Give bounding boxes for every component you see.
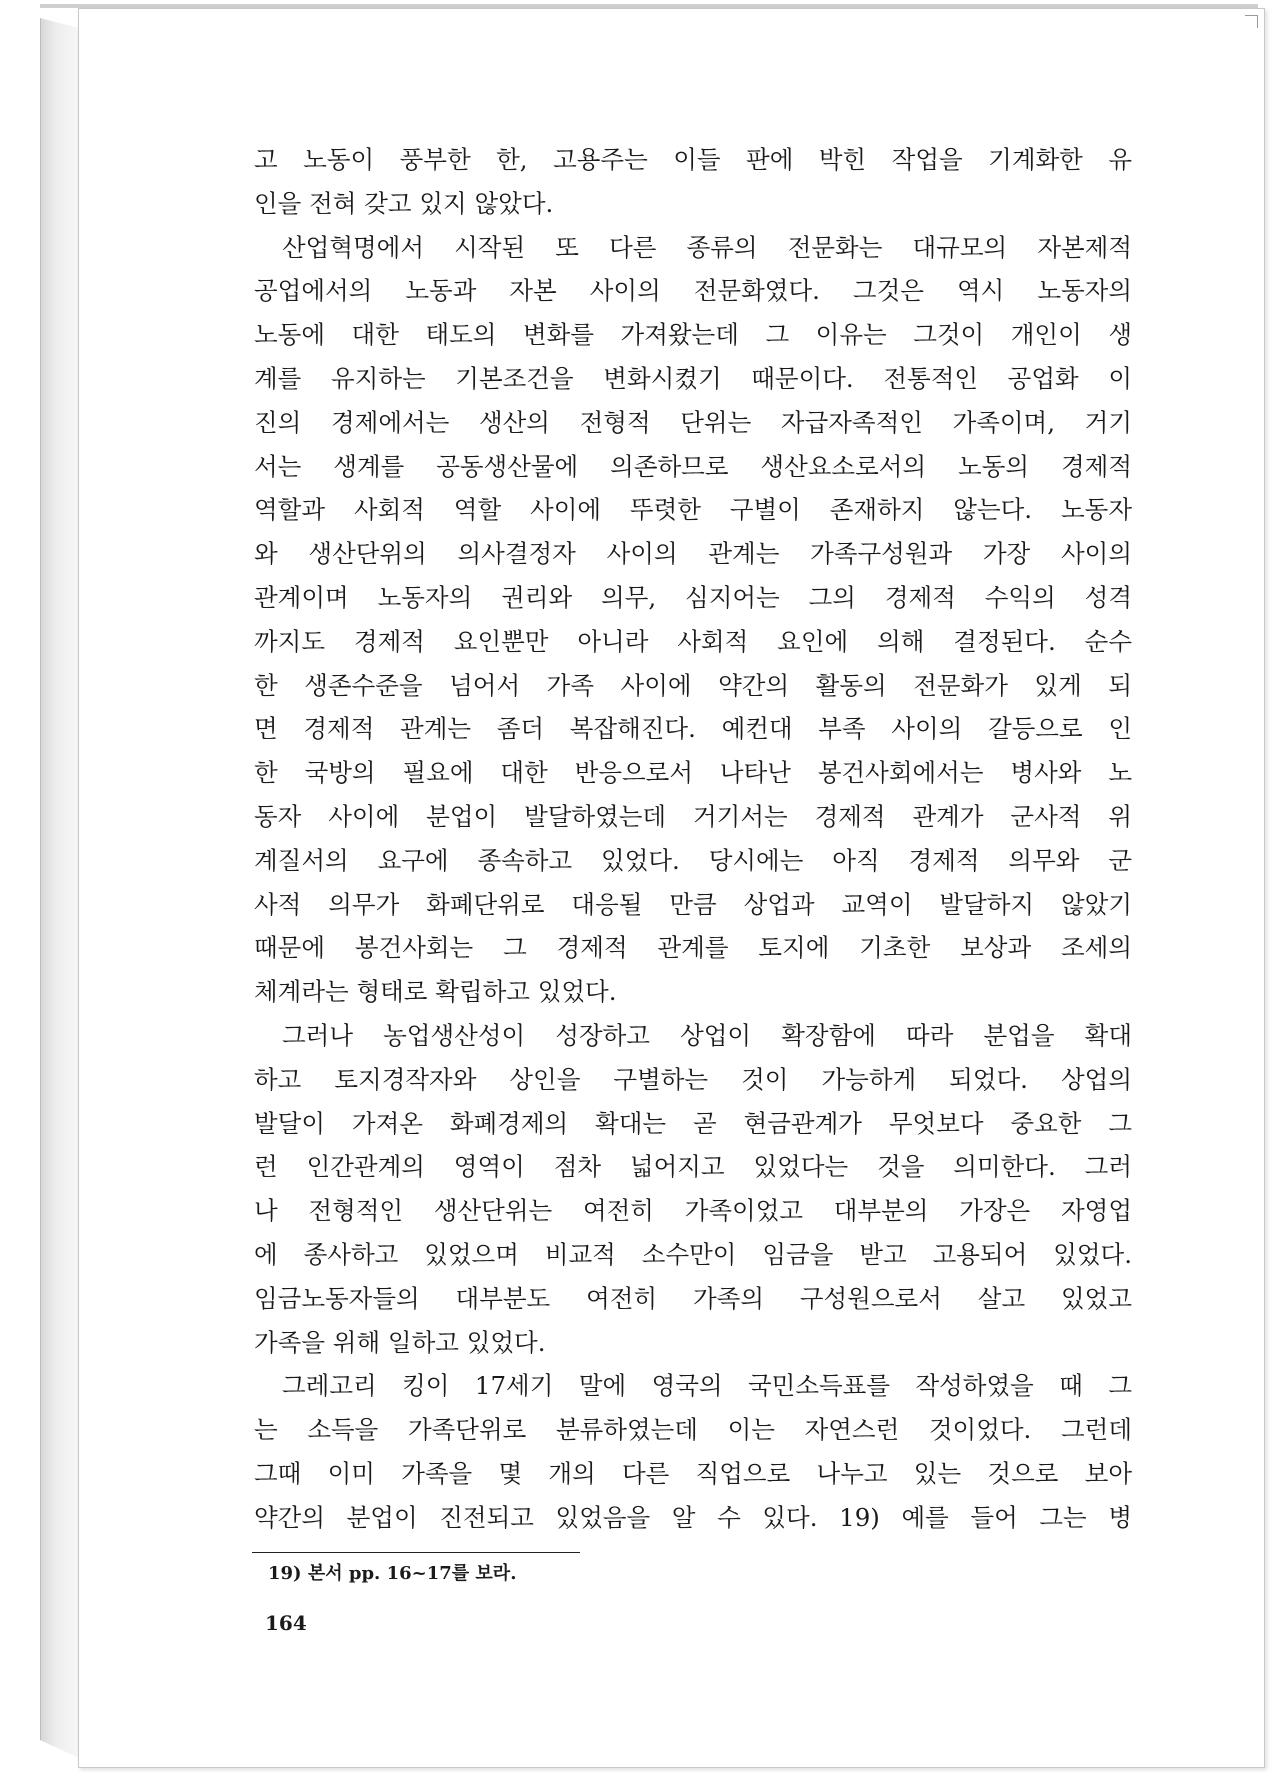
text-line: 체계라는 형태로 확립하고 있었다. <box>254 977 617 1007</box>
text-line: 서는 생계를 공동생산물에 의존하므로 생산요소로서의 노동의 경제적 <box>254 451 1132 481</box>
text-line: 계질서의 요구에 종속하고 있었다. 당시에는 아직 경제적 의무와 군 <box>254 845 1132 875</box>
text-line: 동자 사이에 분업이 발달하였는데 거기서는 경제적 관계가 군사적 위 <box>254 801 1132 831</box>
text-line: 사적 의무가 화폐단위로 대응될 만큼 상업과 교역이 발달하지 않았기 <box>254 889 1132 919</box>
text-line: 에 종사하고 있었으며 비교적 소수만이 임금을 받고 고용되어 있었다. <box>254 1239 1132 1269</box>
text-line: 계를 유지하는 기본조건을 변화시켰기 때문이다. 전통적인 공업화 이 <box>254 363 1132 393</box>
text-line: 런 인간관계의 영역이 점차 넓어지고 있었다는 것을 의미한다. 그러 <box>254 1152 1132 1182</box>
text-line: 와 생산단위의 의사결정자 사이의 관계는 가족구성원과 가장 사이의 <box>254 539 1132 569</box>
text-line: 발달이 가져온 화폐경제의 확대는 곧 현금관계가 무엇보다 중요한 그 <box>254 1108 1132 1138</box>
text-line: 한 국방의 필요에 대한 반응으로서 나타난 봉건사회에서는 병사와 노 <box>254 758 1132 788</box>
page-number: 164 <box>265 1611 307 1635</box>
text-line: 나 전형적인 생산단위는 여전히 가족이었고 대부분의 가장은 자영업 <box>254 1196 1132 1226</box>
text-line: 하고 토지경작자와 상인을 구별하는 것이 가능하게 되었다. 상업의 <box>254 1064 1132 1094</box>
text-line: 그레고리 킹이 17세기 말에 영국의 국민소득표를 작성하였을 때 그 <box>282 1371 1132 1401</box>
text-line: 임금노동자들의 대부분도 여전히 가족의 구성원으로서 살고 있었고 <box>254 1283 1132 1313</box>
text-line: 역할과 사회적 역할 사이에 뚜렷한 구별이 존재하지 않는다. 노동자 <box>254 495 1132 525</box>
text-line: 면 경제적 관계는 좀더 복잡해진다. 예컨대 부족 사이의 갈등으로 인 <box>254 714 1132 744</box>
text-line: 노동에 대한 태도의 변화를 가져왔는데 그 이유는 그것이 개인이 생 <box>254 320 1132 350</box>
text-line: 진의 경제에서는 생산의 전형적 단위는 자급자족적인 가족이며, 거기 <box>254 407 1132 437</box>
text-line: 인을 전혀 갖고 있지 않았다. <box>254 188 554 218</box>
text-line: 때문에 봉건사회는 그 경제적 관계를 토지에 기초한 보상과 조세의 <box>254 933 1132 963</box>
text-line: 공업에서의 노동과 자본 사이의 전문화였다. 그것은 역시 노동자의 <box>254 276 1132 306</box>
text-line: 그러나 농업생산성이 성장하고 상업이 확장함에 따라 분업을 확대 <box>282 1020 1132 1050</box>
text-line: 관계이며 노동자의 권리와 의무, 심지어는 그의 경제적 수익의 성격 <box>254 582 1132 612</box>
text-line: 약간의 분업이 진전되고 있었음을 알 수 있다. 19) 예를 들어 그는 병 <box>254 1502 1132 1532</box>
text-line: 까지도 경제적 요인뿐만 아니라 사회적 요인에 의해 결정된다. 순수 <box>254 626 1132 656</box>
text-line: 고 노동이 풍부한 한, 고용주는 이들 판에 박힌 작업을 기계화한 유 <box>254 145 1132 174</box>
footnote-separator <box>252 1552 580 1553</box>
footnote: 19) 본서 pp. 16~17를 보라. <box>268 1563 517 1584</box>
text-line: 그때 이미 가족을 몇 개의 다른 직업으로 나누고 있는 것으로 보아 <box>254 1458 1132 1488</box>
text-line: 는 소득을 가족단위로 분류하였는데 이는 자연스런 것이었다. 그런데 <box>254 1415 1132 1445</box>
text-line: 한 생존수준을 넘어서 가족 사이에 약간의 활동의 전문화가 있게 되 <box>254 670 1132 700</box>
text-line: 산업혁명에서 시작된 또 다른 종류의 전문화는 대규모의 자본제적 <box>282 232 1132 262</box>
text-line: 가족을 위해 일하고 있었다. <box>254 1327 546 1357</box>
book-spine <box>40 18 79 1758</box>
body-text <box>254 138 1132 1540</box>
page-corner-mark <box>1245 15 1258 28</box>
